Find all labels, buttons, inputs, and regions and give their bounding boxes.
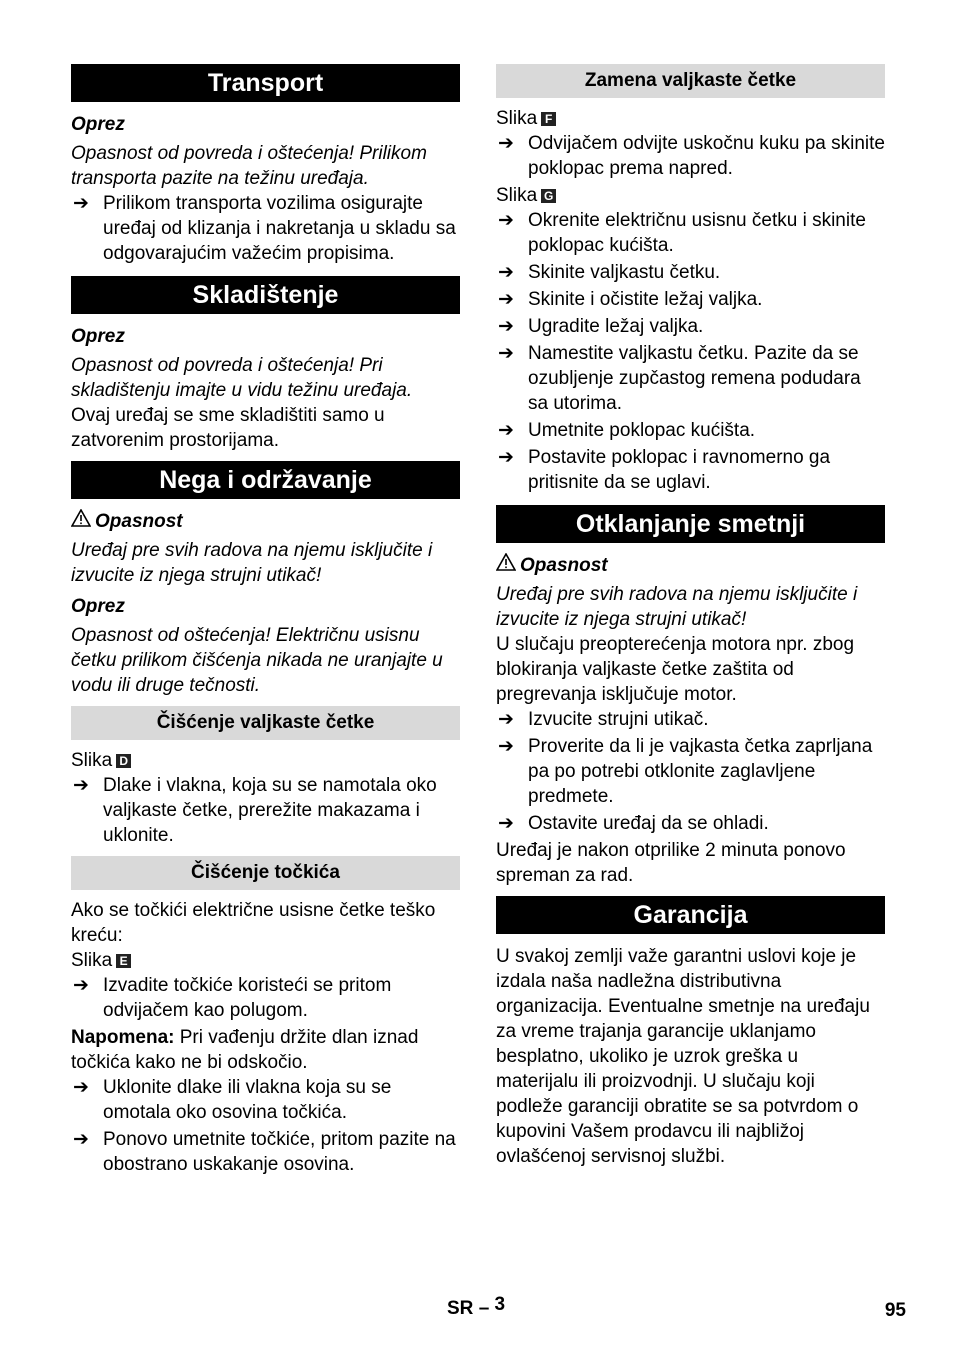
list-item: ➔ Okrenite električnu usisnu četku i skinite poklopac kućišta. [498, 210, 866, 256]
trouble-text: Uređaj je nakon otprilike 2 minuta ponovo spreman za rad. [496, 840, 846, 886]
figure-badge: G [541, 189, 556, 203]
figure-ref: Slika G [496, 183, 885, 208]
arrow-icon: ➔ [498, 709, 514, 730]
list-item: ➔ Dlake i vlakna, koja su se namotala oko valjkaste četke, prerežite makazama i uklonite. [73, 775, 437, 846]
heading-troubleshooting: Otklanjanje smetnji [496, 505, 885, 543]
list-item: ➔ Namestite valjkastu četku. Pazite da se ozubljenje zupčastog remena podudara sa utorima. [498, 343, 861, 414]
arrow-icon: ➔ [73, 193, 89, 214]
caution-label: Oprez [71, 114, 125, 135]
caution-text: Opasnost od povreda i oštećenja! Pri skladištenju imajte u vidu težinu uređaja. [71, 355, 413, 401]
arrow-icon: ➔ [498, 289, 514, 310]
caution-text: Opasnost od povreda i oštećenja! Prilikom transporta pazite na težinu uređaja. [71, 143, 427, 189]
arrow-icon: ➔ [498, 210, 514, 231]
arrow-icon: ➔ [498, 262, 514, 283]
figure-ref: Slika D [71, 748, 460, 773]
arrow-icon: ➔ [73, 775, 89, 796]
right-column [496, 64, 885, 1169]
list-item: ➔ Ponovo umetnite točkiće, pritom pazite na obostrano uskakanje osovina. [73, 1129, 456, 1175]
left-column [71, 64, 460, 1179]
caution-text: Opasnost od oštećenja! Električnu usisnu četku prilikom čišćenja nikada ne uranjajte u vodu ili druge tečnosti. [71, 625, 443, 696]
subheading-roller-clean: Čišćenje valjkaste četke [71, 706, 460, 740]
warning-triangle-icon [71, 509, 91, 527]
list-item: ➔ Uklonite dlake ili vlakna koja su se omotala oko osovina točkića. [73, 1077, 392, 1123]
list-item: ➔ Izvadite točkiće koristeći se pritom odvijačem kao polugom. [73, 975, 392, 1021]
danger-text: Uređaj pre svih radova na njemu isključite i izvucite iz njega strujni utikač! [496, 584, 858, 630]
arrow-icon: ➔ [73, 975, 89, 996]
arrow-icon: ➔ [73, 1077, 89, 1098]
list-item: ➔ Postavite poklopac i ravnomerno ga pritisnite da se uglavi. [498, 447, 831, 493]
list-item: ➔ Prilikom transporta vozilima osigurajte uređaj od klizanja i nakretanja u skladu sa odgovarajućim važećim propisima. [73, 193, 456, 264]
danger-label: Opasnost [71, 509, 460, 534]
list-item: ➔ Proverite da li je vajkasta četka zaprljana pa po potrebi otklonite zaglavljene predmete. [498, 736, 873, 807]
subheading-wheel-clean: Čišćenje točkića [71, 856, 460, 890]
list-item: ➔ Odvijačem odvijte uskočnu kuku pa skinite poklopac prema napred. [498, 133, 885, 179]
arrow-icon: ➔ [498, 343, 514, 364]
caution-label: Oprez [71, 596, 125, 617]
arrow-icon: ➔ [498, 316, 514, 337]
figure-badge: D [116, 754, 131, 768]
arrow-icon: ➔ [498, 813, 514, 834]
trouble-text: U slučaju preopterećenja motora npr. zbog blokiranja valjkaste četke zaštita od pregrevanja isključuje motor. [496, 634, 855, 705]
danger-label: Opasnost [496, 553, 885, 578]
figure-ref: Slika E [71, 948, 460, 973]
arrow-icon: ➔ [498, 447, 514, 468]
footer-section: SR – 3 [447, 1294, 506, 1319]
figure-ref: Slika F [496, 106, 885, 131]
danger-text: Uređaj pre svih radova na njemu isključite i izvucite iz njega strujni utikač! [71, 540, 433, 586]
page-number: 95 [884, 1300, 906, 1321]
storage-text: Ovaj uređaj se sme skladištiti samo u zatvorenim prostorijama. [71, 405, 385, 451]
list-item: ➔ Skinite valjkastu četku. [498, 262, 721, 283]
list-item: ➔ Izvucite strujni utikač. [498, 709, 709, 730]
figure-badge: F [541, 112, 556, 126]
list-item: ➔ Ugradite ležaj valjka. [498, 316, 704, 337]
heading-storage: Skladištenje [71, 276, 460, 314]
arrow-icon: ➔ [498, 133, 514, 154]
list-item: ➔ Umetnite poklopac kućišta. [498, 420, 756, 441]
wheel-intro: Ako se točkići električne usisne četke teško kreću: [71, 900, 436, 946]
arrow-icon: ➔ [498, 736, 514, 757]
heading-care: Nega i održavanje [71, 461, 460, 499]
heading-warranty: Garancija [496, 896, 885, 934]
subheading-roller-replace: Zamena valjkaste četke [496, 64, 885, 98]
figure-badge: E [116, 954, 131, 968]
heading-transport: Transport [71, 64, 460, 102]
list-item: ➔ Ostavite uređaj da se ohladi. [498, 813, 769, 834]
list-item: ➔ Skinite i očistite ležaj valjka. [498, 289, 763, 310]
warning-triangle-icon [496, 553, 516, 571]
caution-label: Oprez [71, 326, 125, 347]
arrow-icon: ➔ [498, 420, 514, 441]
arrow-icon: ➔ [73, 1129, 89, 1150]
note: Napomena: Pri vađenju držite dlan iznad točkića kako ne bi odskočio. [71, 1027, 419, 1073]
warranty-text: U svakoj zemlji važe garantni uslovi koje je izdala naša nadležna distributivna organizacija. Eventualne smetnje na uređaju za vreme trajanja garancije uklanjamo besplatno, ukoliko je uzrok greška u materijalu ili proizvodnji. U slučaju koji podleže garanciji obratite se sa potvrdom o kupovini Vašem prodavcu ili najbližoj ovlašćenoj servisnoj službi. [496, 946, 870, 1167]
